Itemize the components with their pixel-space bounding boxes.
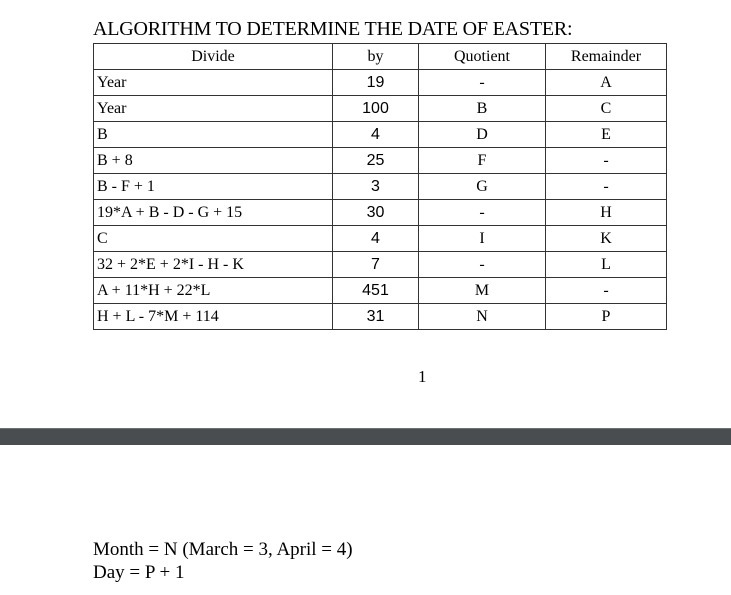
table-row — [94, 278, 667, 304]
cell-remainder: - — [546, 174, 667, 200]
cell-by: 100 — [333, 96, 419, 122]
table-row — [94, 200, 667, 226]
table-row — [94, 122, 667, 148]
cell-by: 30 — [333, 200, 419, 226]
cell-quotient: - — [419, 200, 546, 226]
day-formula: Day = P + 1 — [93, 562, 185, 583]
cell-remainder: E — [546, 122, 667, 148]
cell-divide: A + 11*H + 22*L — [94, 278, 333, 304]
cell-remainder: H — [546, 200, 667, 226]
page-number: 1 — [418, 367, 427, 386]
header-divide: Divide — [94, 44, 333, 70]
cell-divide: Year — [94, 96, 333, 122]
cell-divide: B + 8 — [94, 148, 333, 174]
cell-by: 25 — [333, 148, 419, 174]
cell-remainder: - — [546, 278, 667, 304]
cell-divide: C — [94, 226, 333, 252]
month-formula: Month = N (March = 3, April = 4) — [93, 539, 353, 560]
cell-quotient: N — [419, 304, 546, 330]
cell-quotient: B — [419, 96, 546, 122]
easter-algorithm-table — [93, 43, 667, 330]
header-remainder: Remainder — [546, 44, 667, 70]
cell-divide: B - F + 1 — [94, 174, 333, 200]
table-row — [94, 96, 667, 122]
cell-remainder: A — [546, 70, 667, 96]
cell-by: 7 — [333, 252, 419, 278]
cell-divide: B — [94, 122, 333, 148]
cell-quotient: G — [419, 174, 546, 200]
cell-divide: Year — [94, 70, 333, 96]
cell-remainder: - — [546, 148, 667, 174]
cell-quotient: D — [419, 122, 546, 148]
cell-quotient: - — [419, 70, 546, 96]
table-row — [94, 174, 667, 200]
table-row — [94, 252, 667, 278]
header-by: by — [333, 44, 419, 70]
table-row — [94, 70, 667, 96]
cell-quotient: F — [419, 148, 546, 174]
cell-remainder: L — [546, 252, 667, 278]
cell-quotient: I — [419, 226, 546, 252]
table-row — [94, 304, 667, 330]
cell-by: 451 — [333, 278, 419, 304]
cell-remainder: K — [546, 226, 667, 252]
page-break-divider — [0, 428, 731, 445]
cell-divide: H + L - 7*M + 114 — [94, 304, 333, 330]
cell-divide: 32 + 2*E + 2*I - H - K — [94, 252, 333, 278]
cell-by: 3 — [333, 174, 419, 200]
cell-by: 31 — [333, 304, 419, 330]
cell-quotient: - — [419, 252, 546, 278]
cell-remainder: C — [546, 96, 667, 122]
cell-by: 4 — [333, 226, 419, 252]
header-quotient: Quotient — [419, 44, 546, 70]
table-row — [94, 226, 667, 252]
cell-remainder: P — [546, 304, 667, 330]
table-header-row — [94, 44, 667, 70]
document-title: ALGORITHM TO DETERMINE THE DATE OF EASTER: — [93, 18, 573, 40]
cell-divide: 19*A + B - D - G + 15 — [94, 200, 333, 226]
cell-by: 4 — [333, 122, 419, 148]
table-row — [94, 148, 667, 174]
cell-by: 19 — [333, 70, 419, 96]
cell-quotient: M — [419, 278, 546, 304]
